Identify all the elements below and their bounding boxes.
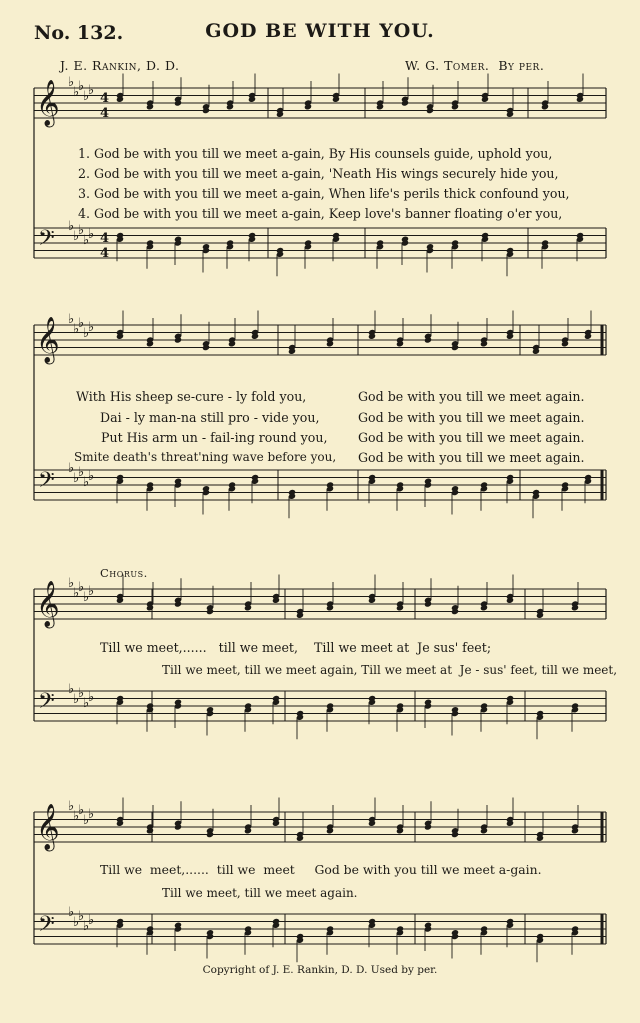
system-3-bass-key-signature: ♭	[88, 690, 95, 705]
system-2-bass-key-signature: ♭	[78, 465, 85, 480]
verse-2-line-1: 2. God be with you till we meet a-gain, 'Neath His wings securely hide you,	[78, 166, 559, 181]
system-4-treble-key-signature: ♭	[88, 807, 95, 822]
system-2-bass-key-signature: ♭	[73, 471, 80, 486]
system-1-bass-key-signature: ♭	[73, 229, 80, 244]
system-1-treble-key-signature: ♭	[78, 79, 85, 94]
chorus-line-2-lower: Till we meet, till we meet again.	[162, 886, 358, 900]
verse-2-line-2a: Dai - ly man-na still pro - vide you,	[100, 410, 320, 425]
system-4-bass-key-signature: ♭	[78, 909, 85, 924]
verse-1-line-2a: With His sheep se-cure - ly fold you,	[76, 389, 307, 404]
permission-note: By per.	[498, 58, 545, 73]
system-3-bass-key-signature: ♭	[78, 686, 85, 701]
hymn-title: GOD BE WITH YOU.	[205, 20, 435, 42]
time-signature-bass: 4	[100, 231, 110, 246]
verse-2-line-2b: God be with you till we meet again.	[358, 410, 585, 425]
system-3-bass-key-signature: ♭	[83, 696, 90, 711]
system-4-treble-key-signature: ♭	[83, 813, 90, 828]
verse-1-line-1: 1. God be with you till we meet a-gain, By His counsels guide, uphold you,	[78, 146, 553, 161]
system-4-treble-key-signature: ♭	[78, 803, 85, 818]
composer-name: W. G. Tomer.	[405, 58, 490, 73]
system-2-bass-key-signature: ♭	[83, 475, 90, 490]
system-1-treble-key-signature: ♭	[68, 75, 75, 90]
system-2-treble-key-signature: ♭	[73, 322, 80, 337]
system-2-treble-key-signature: ♭	[83, 326, 90, 341]
system-1-bass-key-signature: ♭	[68, 219, 75, 234]
copyright-notice: Copyright of J. E. Rankin, D. D. Used by per.	[202, 964, 438, 976]
system-2-bass-key-signature: ♭	[68, 461, 75, 476]
system-3-bass-clef: 𝄢	[38, 689, 55, 719]
verse-4-line-1: 4. God be with you till we meet a-gain, Keep love's banner floating o'er you,	[78, 206, 563, 221]
system-2-treble-key-signature: ♭	[88, 320, 95, 335]
time-signature-treble: 4	[100, 106, 110, 121]
system-2-treble-key-signature: ♭	[68, 312, 75, 327]
system-1-bass-clef: 𝄢	[38, 226, 55, 256]
system-3-treble-key-signature: ♭	[73, 586, 80, 601]
system-4-treble-key-signature: ♭	[68, 799, 75, 814]
system-3-treble-key-signature: ♭	[68, 576, 75, 591]
chorus-line-2-upper: Till we meet,...... till we meet God be with you till we meet a-gain.	[100, 862, 542, 877]
system-2-bass-key-signature: ♭	[88, 469, 95, 484]
system-3-bass-key-signature: ♭	[68, 682, 75, 697]
system-2-treble-key-signature: ♭	[78, 316, 85, 331]
system-3-treble-key-signature: ♭	[78, 580, 85, 595]
chorus-line-1-lower: Till we meet, till we meet again, Till we meet at Je - sus' feet, till we meet,	[162, 663, 618, 677]
verse-4-line-2a: Smite death's threat'ning wave before you,	[74, 450, 337, 464]
lyricist-credit: J. E. Rankin, D. D.	[60, 58, 180, 73]
verse-3-line-2b: God be with you till we meet again.	[358, 430, 585, 445]
verse-1-line-2b: God be with you till we meet again.	[358, 389, 585, 404]
system-1-treble-clef: 𝄞	[36, 80, 60, 126]
chorus-label: Chorus.	[100, 566, 148, 580]
time-signature-bass: 4	[100, 246, 110, 261]
system-4-bass-key-signature: ♭	[83, 919, 90, 934]
system-4-treble-key-signature: ♭	[73, 809, 80, 824]
hymn-number: No. 132.	[34, 22, 124, 44]
system-1-treble-key-signature: ♭	[88, 83, 95, 98]
verse-3-line-2a: Put His arm un - fail-ing round you,	[101, 430, 328, 445]
system-2-treble-clef: 𝄞	[36, 317, 60, 363]
system-2-bass-clef: 𝄢	[38, 468, 55, 498]
verse-4-line-2b: God be with you till we meet again.	[358, 450, 585, 465]
system-3-treble-clef: 𝄞	[36, 581, 60, 627]
system-3-treble-key-signature: ♭	[88, 584, 95, 599]
system-3-treble-key-signature: ♭	[83, 590, 90, 605]
time-signature-treble: 4	[100, 91, 110, 106]
system-4-bass-key-signature: ♭	[88, 913, 95, 928]
system-4-bass-key-signature: ♭	[73, 915, 80, 930]
system-4-treble-clef: 𝄞	[36, 804, 60, 850]
system-3-bass-key-signature: ♭	[73, 692, 80, 707]
system-4-bass-key-signature: ♭	[68, 905, 75, 920]
verse-3-line-1: 3. God be with you till we meet a-gain, When life's perils thick confound you,	[78, 186, 570, 201]
system-1-treble-key-signature: ♭	[83, 89, 90, 104]
system-1-bass-key-signature: ♭	[83, 233, 90, 248]
system-1-bass-key-signature: ♭	[88, 227, 95, 242]
system-1-bass-key-signature: ♭	[78, 223, 85, 238]
system-4-bass-clef: 𝄢	[38, 912, 55, 942]
chorus-line-1-upper: Till we meet,...... till we meet, Till we meet at Je sus' feet;	[100, 640, 492, 655]
system-1-treble-key-signature: ♭	[73, 85, 80, 100]
